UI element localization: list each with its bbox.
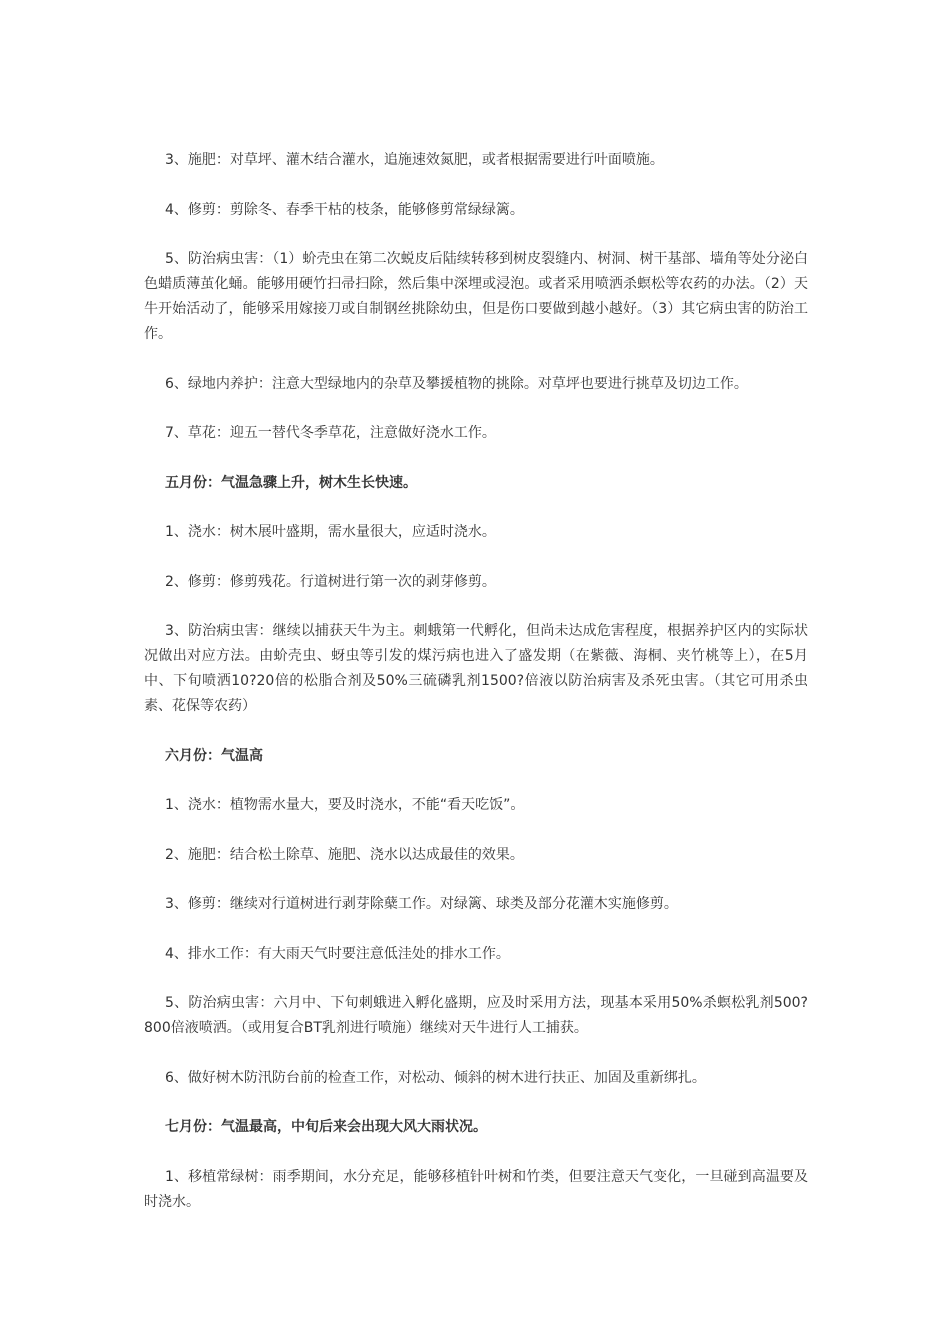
section-heading-june: 六月份：气温高: [165, 747, 263, 764]
paragraph-prune-may: 2、修剪：修剪残花。行道树进行第一次的剥芽修剪。: [165, 573, 496, 590]
paragraph-prune-april: 4、修剪：剪除冬、春季干枯的枝条，能够修剪常绿绿篱。: [165, 201, 524, 218]
paragraph-prune-june: 3、修剪：继续对行道树进行剥芽除蘖工作。对绿篱、球类及部分花灌木实施修剪。: [165, 896, 678, 912]
paragraph-fertilize-april: 3、施肥：对草坪、灌木结合灌水，追施速效氮肥，或者根据需要进行叶面喷施。: [165, 152, 664, 168]
paragraph-transplant-july: 1、移植常绿树：雨季期间，水分充足，能够移植针叶树和竹类，但要注意天气变化，一旦碰到高温要及时浇水。: [144, 1168, 808, 1210]
paragraph-fertilize-june: 2、施肥：结合松土除草、施肥、浇水以达成最佳的效果。: [165, 846, 524, 863]
paragraph-green-space-care: 6、绿地内养护：注意大型绿地内的杂草及攀援植物的挑除。对草坪也要进行挑草及切边工作。: [165, 375, 748, 392]
paragraph-pest-control-may: 3、防治病虫害：继续以捕获天牛为主。刺蛾第一代孵化，但尚未达成危害程度，根据养护区内的实际状况做出对应方法。由蚧壳虫、蚜虫等引发的煤污病也进入了盛发期（在紫薇、海桐、夹竹桃等上），在5月中、下旬喷洒10?20倍的松脂合剂及50%三硫磷乳剂1500?倍液以防治病害及杀死虫害。（其它可用杀虫素、花保等农药）: [144, 623, 808, 714]
section-heading-july: 七月份：气温最高，中旬后来会出现大风大雨状况。: [165, 1119, 487, 1135]
section-heading-may: 五月份：气温急骤上升，树木生长快速。: [165, 474, 417, 491]
document-page: [144, 148, 808, 1239]
paragraph-drainage-june: 4、排水工作：有大雨天气时要注意低洼处的排水工作。: [165, 945, 510, 962]
paragraph-pest-control-april: 5、防治病虫害：（1）蚧壳虫在第二次蜕皮后陆续转移到树皮裂缝内、树洞、树干基部、墙角等处分泌白色蜡质薄茧化蛹。能够用硬竹扫帚扫除，然后集中深埋或浸泡。或者采用喷洒杀螟松等农药的办法。（2）天牛开始活动了，能够采用嫁接刀或自制钢丝挑除幼虫，但是伤口要做到越小越好。（3）其它病虫害的防治工作。: [144, 251, 808, 342]
paragraph-flowers: 7、草花：迎五一替代冬季草花，注意做好浇水工作。: [165, 425, 496, 441]
paragraph-water-may: 1、浇水：树木展叶盛期，需水量很大，应适时浇水。: [165, 524, 496, 540]
paragraph-pest-control-june: 5、防治病虫害：六月中、下旬刺蛾进入孵化盛期，应及时采用方法，现基本采用50%杀螟松乳剂500?800倍液喷洒。（或用复合BT乳剂进行喷施）继续对天牛进行人工捕获。: [144, 995, 808, 1036]
paragraph-water-june: 1、浇水：植物需水量大，要及时浇水，不能“看天吃饭”。: [165, 797, 525, 813]
paragraph-typhoon-prep: 6、做好树木防汛防台前的检查工作，对松动、倾斜的树木进行扶正、加固及重新绑扎。: [165, 1069, 706, 1086]
